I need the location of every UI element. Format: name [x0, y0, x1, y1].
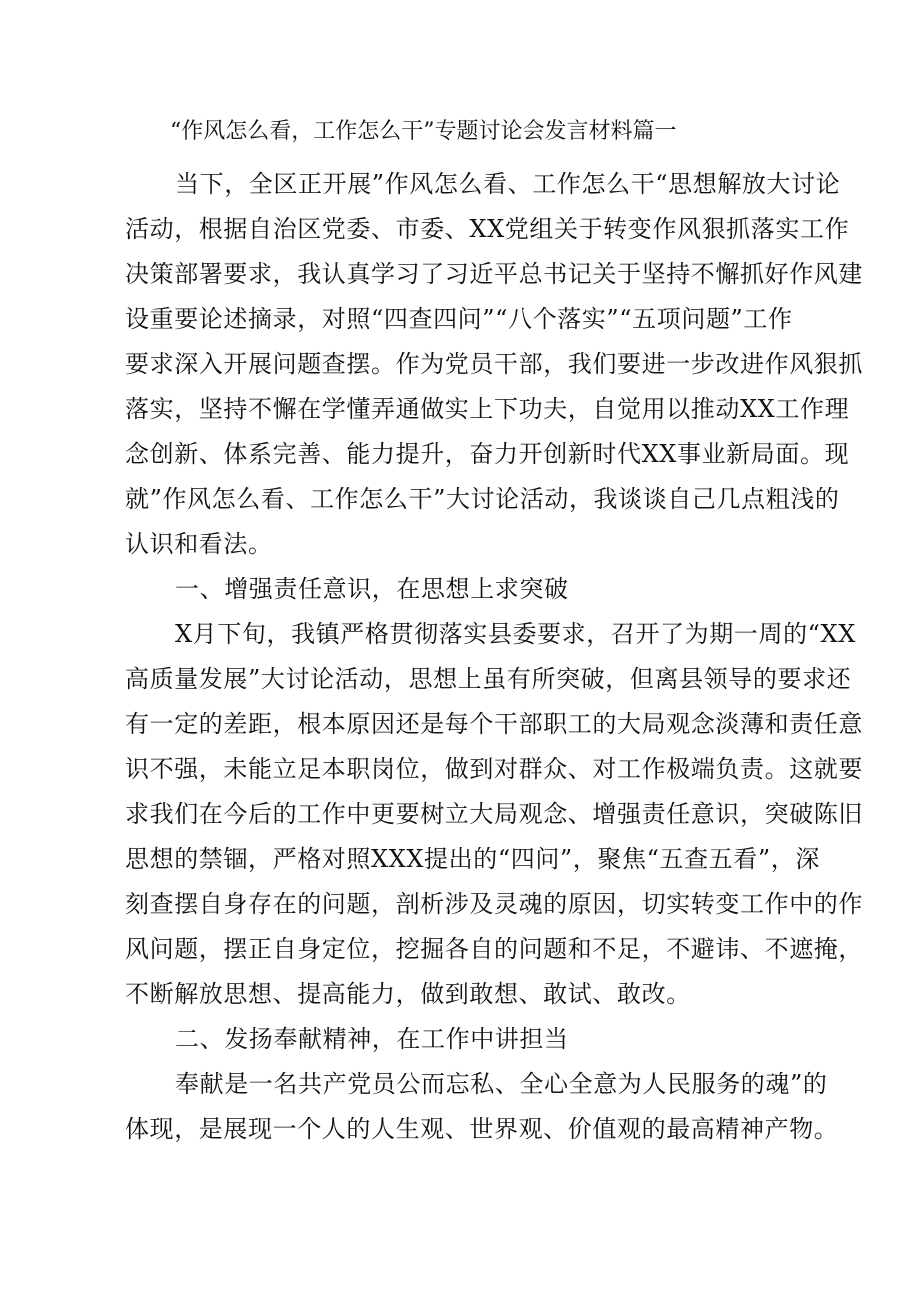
- paragraph-line: 奉献是一名共产党员公而忘私、全心全意为人民服务的魂”的: [175, 1070, 828, 1098]
- paragraph-line: 落实，坚持不懈在学懂弄通做实上下功夫，自觉用以推动XX工作理: [125, 395, 850, 423]
- paragraph-line: 活动，根据自治区党委、市委、XX党组关于转变作风狠抓落实工作: [125, 215, 850, 243]
- section-heading: 二、发扬奉献精神，在工作中讲担当: [175, 1025, 569, 1053]
- paragraph-line: 就”作风怎么看、工作怎么干”大讨论活动，我谈谈自己几点粗浅的: [125, 485, 840, 513]
- paragraph-line: 体现，是展现一个人的人生观、世界观、价值观的最高精神产物。: [125, 1115, 839, 1143]
- paragraph-line: 思想的禁锢，严格对照XXX提出的“四问”，聚焦“五查五看”，深: [125, 845, 820, 873]
- paragraph-line: X月下旬，我镇严格贯彻落实县委要求，召开了为期一周的“XX: [175, 620, 856, 648]
- paragraph-line: 当下，全区正开展”作风怎么看、工作怎么干“思想解放大讨论: [175, 170, 841, 198]
- paragraph-line: 高质量发展”大讨论活动，思想上虽有所突破，但离县领导的要求还: [125, 665, 852, 693]
- document-title: “作风怎么看，工作怎么干”专题讨论会发言材料篇一: [170, 119, 677, 144]
- paragraph-line: 决策部署要求，我认真学习了习近平总书记关于坚持不懈抓好作风建: [125, 260, 863, 288]
- paragraph-line: 刻查摆自身存在的问题，剖析涉及灵魂的原因，切实转变工作中的作: [125, 890, 863, 918]
- paragraph-line: 设重要论述摘录，对照“四查四问”“八个落实”“五项问题”工作: [125, 305, 793, 333]
- paragraph-line: 念创新、体系完善、能力提升，奋力开创新时代XX事业新局面。现: [125, 440, 850, 468]
- paragraph-line: 要求深入开展问题查摆。作为党员干部，我们要进一步改进作风狠抓: [125, 350, 863, 378]
- paragraph-line: 认识和看法。: [125, 530, 273, 558]
- paragraph-line: 求我们在今后的工作中更要树立大局观念、增强责任意识，突破陈旧: [125, 800, 863, 828]
- paragraph-line: 不断解放思想、提高能力，做到敢想、敢试、敢改。: [125, 980, 691, 1008]
- paragraph-line: 风问题，摆正自身定位，挖掘各自的问题和不足，不避讳、不遮掩，: [125, 935, 863, 963]
- section-heading: 一、增强责任意识，在思想上求突破: [175, 575, 569, 603]
- paragraph-line: 有一定的差距，根本原因还是每个干部职工的大局观念淡薄和责任意: [125, 710, 863, 738]
- paragraph-line: 识不强，未能立足本职岗位，做到对群众、对工作极端负责。这就要: [125, 755, 863, 783]
